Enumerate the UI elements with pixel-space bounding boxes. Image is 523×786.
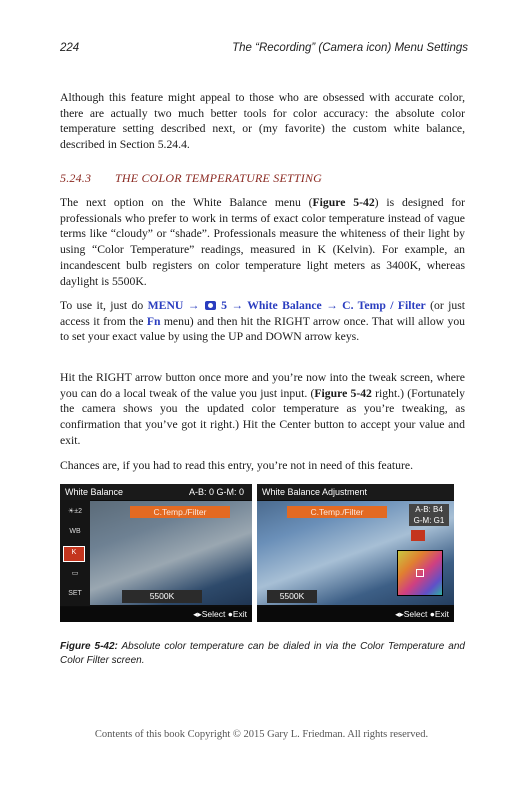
screen-title-bar (257, 484, 454, 500)
fn-menu: Fn (146, 314, 161, 328)
text-run: (or just access it from the (60, 299, 465, 328)
text-run: menu) and then hit the RIGHT arrow once. That will allow you to set your exact value by using the UP and DOWN arrow keys. (60, 314, 466, 344)
running-title: The “Recording” (Camera icon) Menu Settings (232, 42, 468, 54)
section-heading (60, 171, 465, 186)
paragraph-closing: Chances are, if you had to read this entry, you’re not in need of this feature. (60, 459, 413, 472)
kelvin-chip-icon (411, 530, 425, 541)
mode-label: C.Temp./Filter (130, 506, 230, 518)
paragraph-intro: Although this feature might appeal to those who are obsessed with accurate color, there are actually two much better tools for color accuracy: the absolute color temperature setting described next, or (my favorite) the custom white balance, described in Section 5.24.4. (60, 91, 465, 152)
figure-reference: Figure 5-42 (312, 196, 375, 209)
text-run: ) is designed for professionals who prefer to work in terms of exact color temperature instead of vague terms like “cloudy” or “shade”. Professionals measure the whiteness of their light by using “Color Temperature” readings, measured in K (Kelvin). For example, an incandescent bulb registers on color temperature light meters as 3400K, whereas daylight is 5500K. (60, 196, 465, 288)
copyright-footer: Contents of this book Copyright © 2015 Gary L. Friedman. All rights reserved. (94, 729, 429, 740)
screen-title: White Balance Adjustment (262, 487, 368, 497)
caption-label: Figure 5-42: (60, 641, 118, 652)
screen-title-bar (60, 484, 252, 500)
paragraph-tweak (60, 370, 465, 449)
text-run: Hit the RIGHT arrow button once more and you’re now into the tweak screen, where you can do a local tweak of the value you just input. ( (60, 371, 465, 400)
screen-title: White Balance (65, 487, 124, 497)
menu-path-end: 5 → White Balance → C. Temp / Filter (216, 299, 426, 312)
ab-value: A-B: B4 (415, 505, 443, 514)
custom-wb-icon: ▭ (71, 570, 79, 577)
kelvin-value: 5500K (122, 590, 202, 603)
caption-text: Absolute color temperature can be dialed in via the Color Temperature and Color Filter screen. (60, 641, 465, 666)
paragraph-option (60, 195, 465, 289)
kelvin-value: 5500K (267, 590, 317, 603)
page-number: 224 (60, 42, 80, 54)
section-title: THE COLOR TEMPERATURE SETTING (115, 171, 323, 185)
kelvin-icon: K (63, 546, 85, 562)
wb-icon: WB (69, 528, 81, 535)
ab-gm-panel (409, 504, 449, 526)
exposure-icon: ☀±2 (67, 508, 82, 515)
section-number: 5.24.3 (60, 171, 92, 185)
text-run: The next option on the White Balance menu ( (60, 196, 313, 209)
mode-label: C.Temp./Filter (287, 506, 387, 518)
custom-set-icon: SET (68, 590, 82, 597)
ab-gm-values: A-B: 0 G-M: 0 (188, 487, 244, 497)
screen-footer: ◂▸Select ●Exit (60, 607, 252, 622)
wb-icon-column (60, 500, 90, 606)
text-run: To use it, just do (60, 299, 148, 312)
color-shift-grid (397, 550, 443, 596)
menu-path-start: MENU → (147, 299, 204, 312)
screenshot-wb-adjustment (257, 484, 454, 622)
text-run: right.) (Fortunately the camera shows you the updated color temperature as you’re tweaking, as confirmation that you’ve got it right.) Hit the Center button to accept your value and exit. (60, 386, 465, 447)
screen-footer: ◂▸Select ●Exit (257, 607, 454, 622)
screenshot-white-balance (60, 484, 252, 622)
figure-caption (60, 640, 465, 668)
paragraph-menu-path (60, 298, 465, 345)
camera-icon (205, 301, 216, 310)
gm-value: G-M: G1 (413, 516, 445, 525)
figure-reference: Figure 5-42 (314, 386, 372, 400)
